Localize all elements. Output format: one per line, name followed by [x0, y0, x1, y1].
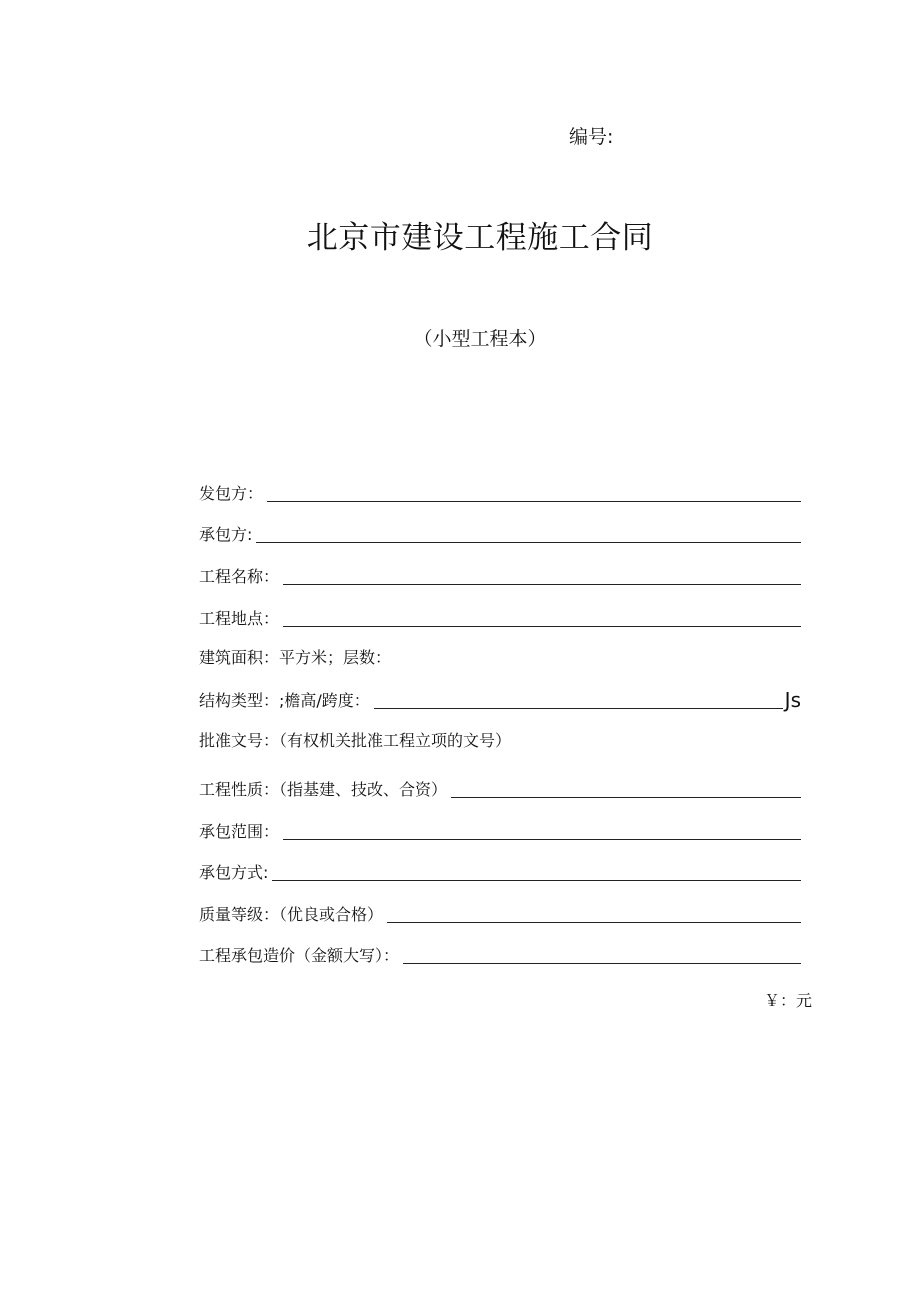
structure-type-tail-mark: Js [784, 688, 801, 712]
contract-mode-label: 承包方式: [199, 863, 269, 882]
document-subtitle: （小型工程本） [413, 328, 547, 350]
serial-number-label: 编号: [569, 126, 614, 148]
contract-scope-field [199, 818, 801, 842]
employer-field [199, 480, 801, 504]
structure-type-label: 结构类型：;檐高/跨度： [199, 691, 370, 710]
project-nature-field [199, 776, 801, 800]
approval-number-label: 批准文号：（有权机关批准工程立项的文号） [199, 731, 512, 750]
project-nature-blank-line [451, 797, 801, 798]
employer-label: 发包方： [199, 484, 264, 503]
project-name-blank-line [283, 584, 801, 585]
contract-scope-blank-line [283, 839, 801, 840]
project-location-blank-line [283, 626, 801, 627]
quality-grade-blank-line [387, 922, 801, 923]
document-title: 北京市建设工程施工合同 [306, 220, 654, 256]
project-location-field [199, 605, 801, 629]
project-name-field [199, 563, 801, 587]
contract-scope-label: 承包范围： [199, 822, 280, 841]
building-area-label: 建筑面积：平方米；层数： [199, 648, 392, 667]
structure-type-blank-line [374, 708, 783, 709]
structure-type-field [199, 687, 801, 712]
contract-price-field [199, 942, 801, 966]
project-name-label: 工程名称： [199, 567, 280, 586]
contract-price-amount-label: ￥：元 [764, 991, 813, 1010]
employer-blank-line [267, 501, 801, 502]
quality-grade-label: 质量等级：（优良或合格） [199, 905, 384, 924]
quality-grade-field [199, 901, 801, 925]
project-nature-label: 工程性质：（指基建、技改、合资） [199, 780, 448, 799]
contract-mode-blank-line [272, 880, 801, 881]
project-location-label: 工程地点： [199, 609, 280, 628]
contract-price-blank-line [403, 963, 801, 964]
contract-price-label: 工程承包造价（金额大写）： [199, 946, 400, 965]
contractor-blank-line [256, 542, 801, 543]
contract-mode-field [199, 859, 801, 883]
contractor-label: 承包方: [199, 525, 253, 544]
contractor-field [199, 521, 801, 545]
